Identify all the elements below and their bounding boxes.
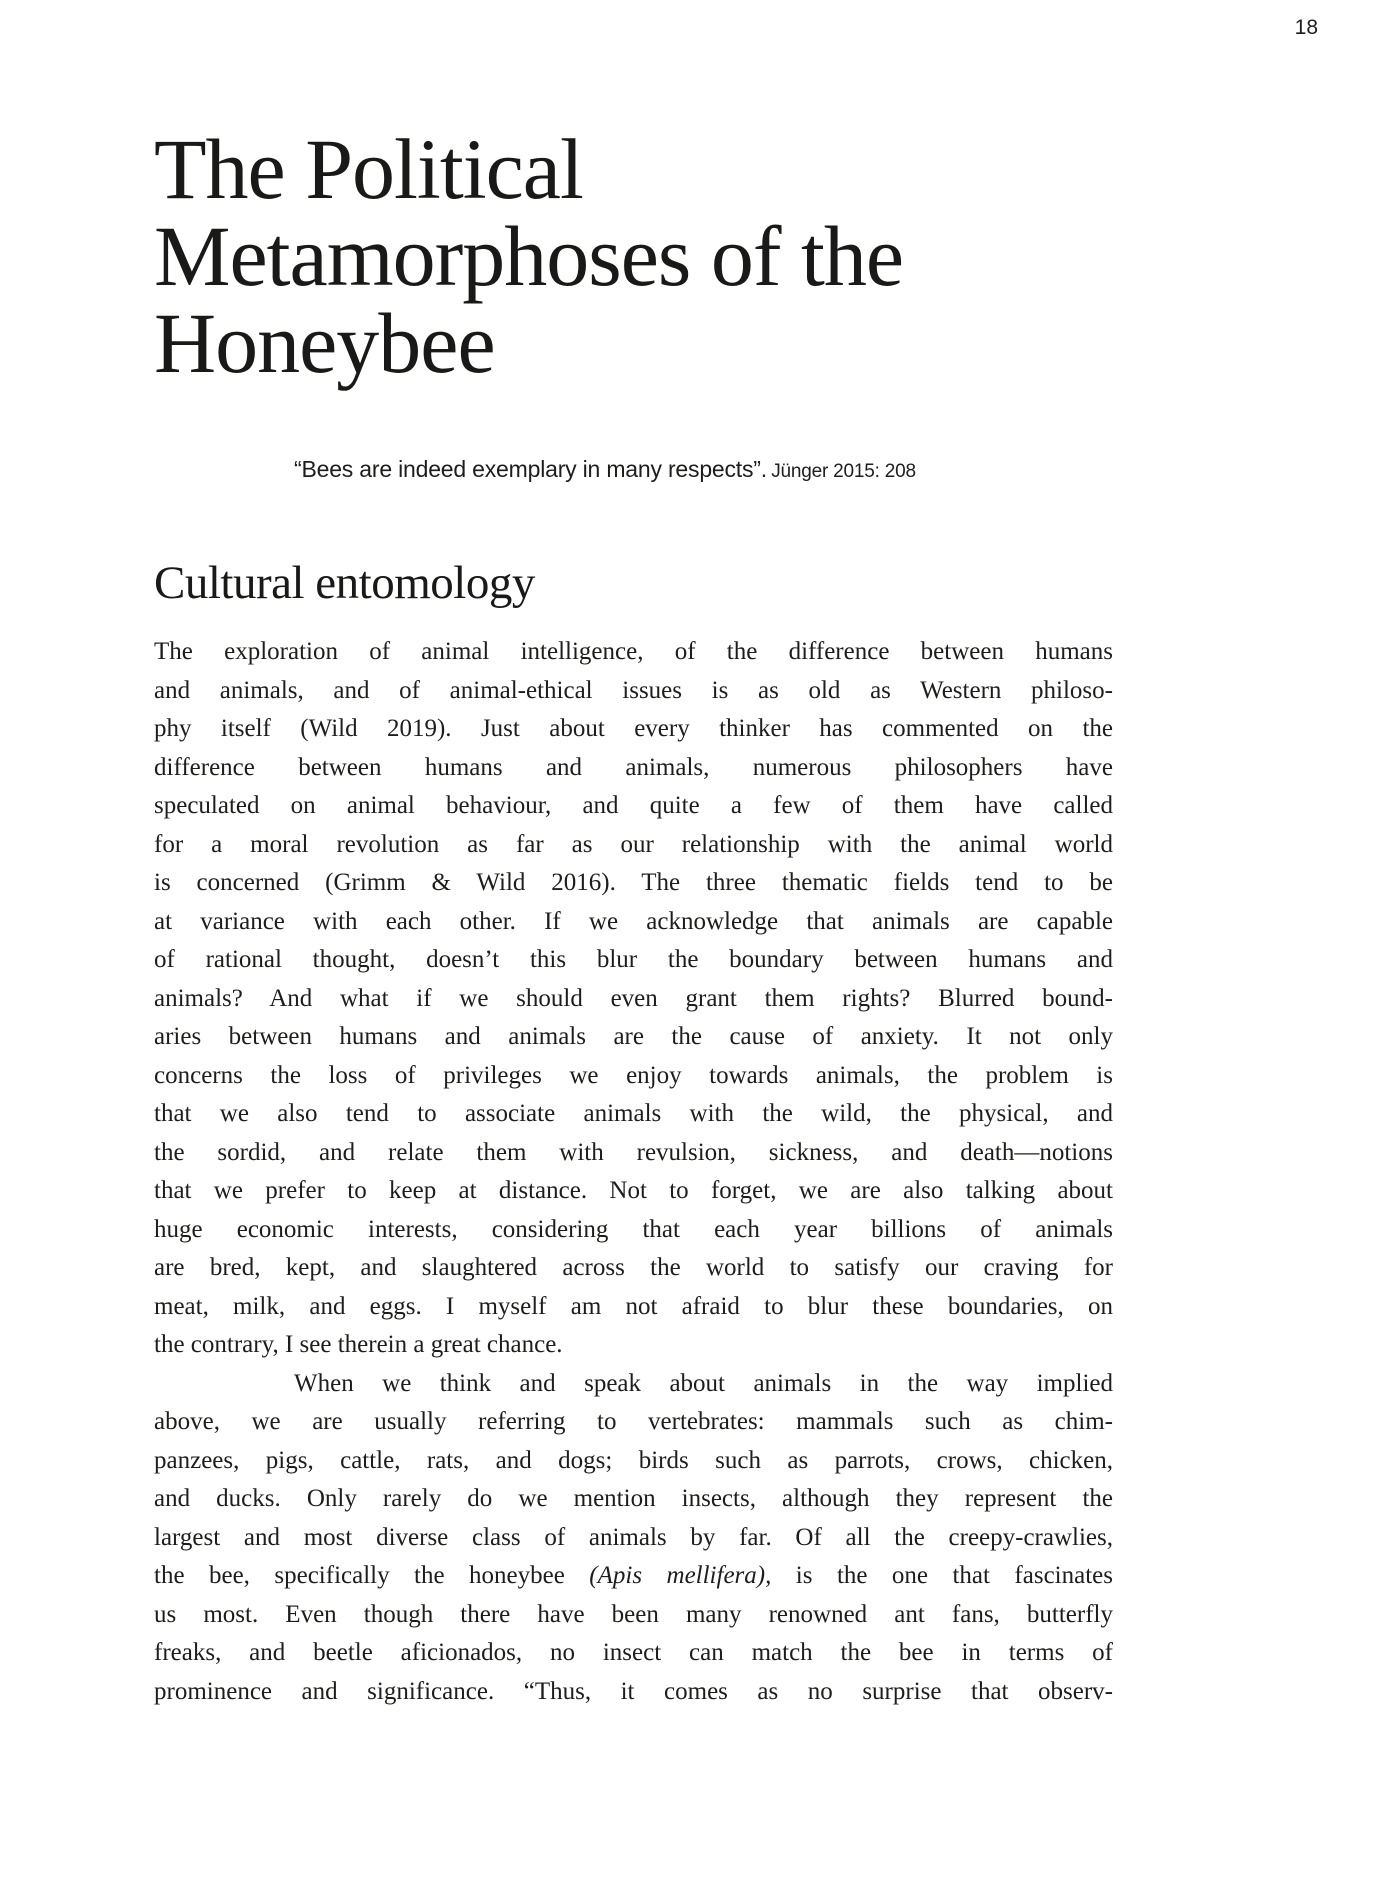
body-text <box>154 633 1113 1711</box>
text-line: that we prefer to keep at distance. Not to forget, we are also talking about <box>154 1177 1113 1204</box>
paragraph <box>154 1365 1113 1712</box>
chapter-title-line: The Political <box>154 121 583 217</box>
text-line: freaks, and beetle aficionados, no insect can match the bee in terms of <box>154 1639 1113 1666</box>
text-line: animals? And what if we should even grant them rights? Blurred bound- <box>154 984 1113 1012</box>
text-line: is concerned (Grimm & Wild 2016). The three thematic fields tend to be <box>154 869 1113 896</box>
text-line: concerns the loss of privileges we enjoy towards animals, the problem is <box>154 1061 1113 1089</box>
text-line: are bred, kept, and slaughtered across the world to satisfy our craving for <box>154 1254 1113 1281</box>
text-line: the sordid, and relate them with revulsion, sickness, and death—notions <box>154 1138 1113 1166</box>
epigraph-quote: “Bees are indeed exemplary in many respects”. <box>294 456 767 482</box>
text-line: phy itself (Wild 2019). Just about every thinker has commented on the <box>154 715 1113 742</box>
text-line: above, we are usually referring to vertebrates: mammals such as chim- <box>154 1408 1113 1435</box>
text-line: The exploration of animal intelligence, of the difference between humans <box>154 638 1113 665</box>
paragraph <box>154 633 1113 1365</box>
page-number: 18 <box>1294 16 1318 39</box>
text-line: and ducks. Only rarely do we mention insects, although they represent the <box>154 1485 1113 1512</box>
epigraph-citation: Jünger 2015: 208 <box>771 461 916 482</box>
text-line: at variance with each other. If we acknowledge that animals are capable <box>154 907 1113 935</box>
text-run: is the one that fascinates <box>771 1562 1113 1589</box>
text-run: the bee, specifically the honeybee <box>154 1562 590 1589</box>
text-line: speculated on animal behaviour, and quite a few of them have called <box>154 792 1113 819</box>
species-name-italic: (Apis mellifera), <box>589 1562 772 1589</box>
text-line: that we also tend to associate animals with the wild, the physical, and <box>154 1100 1113 1127</box>
text-line: panzees, pigs, cattle, rats, and dogs; birds such as parrots, crows, chicken, <box>154 1446 1113 1474</box>
chapter-title-line: Metamorphoses of the <box>154 208 904 304</box>
text-line: and animals, and of animal-ethical issues is as old as Western philoso- <box>154 676 1113 704</box>
text-line: meat, milk, and eggs. I myself am not afraid to blur these boundaries, on <box>154 1292 1113 1320</box>
text-line: of rational thought, doesn’t this blur the boundary between humans and <box>154 946 1113 973</box>
text-line: largest and most diverse class of animals by far. Of all the creepy-crawlies, <box>154 1523 1113 1551</box>
text-line: prominence and significance. “Thus, it comes as no surprise that observ- <box>154 1677 1113 1705</box>
text-line: the contrary, I see therein a great chance. <box>154 1331 563 1358</box>
text-line: difference between humans and animals, numerous philosophers have <box>154 753 1113 781</box>
text-line: aries between humans and animals are the cause of anxiety. It not only <box>154 1023 1113 1050</box>
section-heading: Cultural entomology <box>154 557 535 609</box>
chapter-title <box>154 121 904 391</box>
text-line: us most. Even though there have been many renowned ant fans, butterfly <box>154 1600 1113 1628</box>
text-line <box>154 1557 1113 1596</box>
text-line: for a moral revolution as far as our relationship with the animal world <box>154 830 1113 858</box>
text-line: huge economic interests, considering that each year billions of animals <box>154 1215 1113 1243</box>
epigraph <box>294 456 916 483</box>
chapter-title-line: Honeybee <box>154 295 495 391</box>
text-line: When we think and speak about animals in the way implied <box>294 1369 1113 1397</box>
